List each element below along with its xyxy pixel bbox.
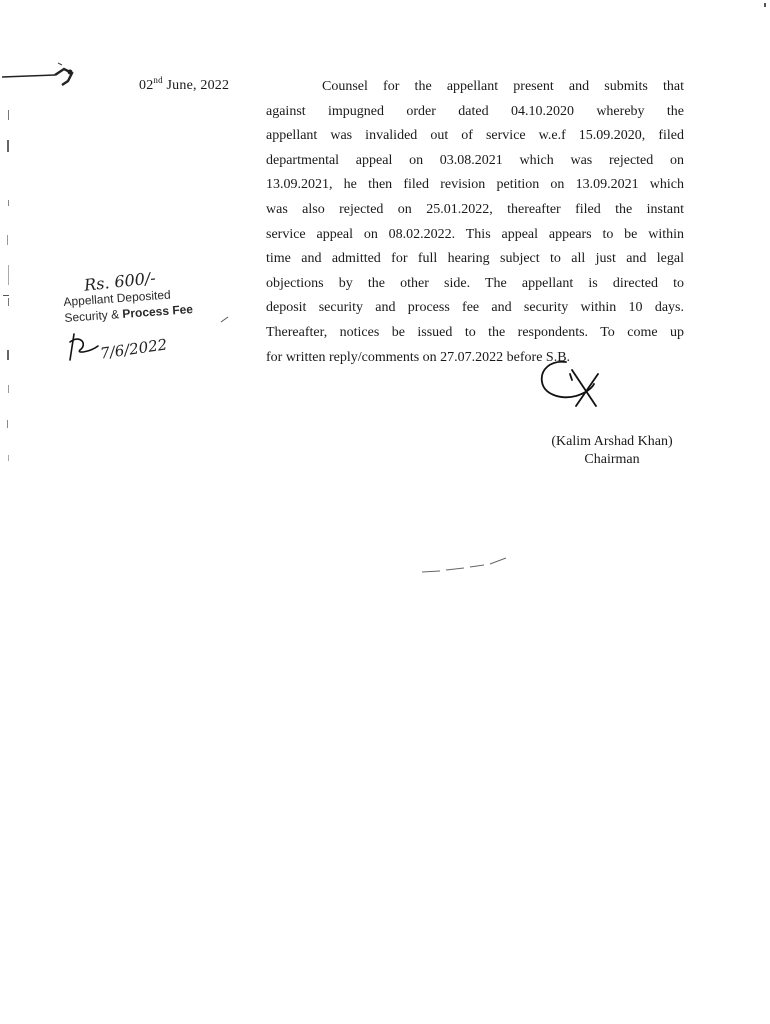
order-line: service appeal on 08.02.2022. This appeal appears to be within — [266, 226, 684, 242]
order-line: Counsel for the appellant present and submits that — [322, 79, 684, 94]
chairman-signature — [536, 356, 606, 412]
signatory-name: (Kalim Arshad Khan) — [551, 434, 673, 449]
order-line: appellant was invalided out of service w.e.f 15.09.2020, filed — [266, 128, 684, 144]
fee-deposit-stamp — [60, 268, 240, 378]
stamp-line-2-prefix: Security & — [64, 306, 123, 325]
handwritten-amount: Rs. 600/- — [83, 268, 157, 295]
stamp-line-1: Appellant Deposited — [63, 287, 172, 309]
margin-specks — [0, 100, 20, 500]
scan-dash-mark — [420, 550, 520, 580]
order-line: for written reply/comments on 27.07.2022 before S.B. — [266, 349, 571, 365]
page-corner-speck — [760, 0, 770, 10]
order-line: 13.09.2021, he then filed revision petition on 13.09.2021 which — [266, 177, 684, 193]
order-text — [266, 75, 684, 370]
order-line: Thereafter, notices be issued to the respondents. To come up — [266, 324, 684, 340]
margin-scan-mark — [0, 55, 90, 95]
order-date — [139, 75, 230, 94]
stamp-tick — [220, 316, 230, 324]
order-line: against impugned order dated 04.10.2020 whereby the — [266, 103, 684, 119]
handwritten-deposit-date: 7/6/2022 — [99, 335, 169, 363]
order-date-rest: June, 2022 — [166, 78, 230, 93]
order-date-suffix: nd — [153, 75, 163, 85]
signatory-block — [530, 433, 694, 469]
order-date-day: 02 — [139, 78, 154, 93]
order-line: deposit security and process fee and security within 10 days. — [266, 300, 684, 316]
order-line: was also rejected on 25.01.2022, thereafter filed the instant — [266, 201, 684, 217]
order-line: time and admitted for full hearing subject to all just and legal — [266, 251, 684, 267]
order-line: departmental appeal on 03.08.2021 which was rejected on — [266, 152, 684, 168]
stamp-line-2-bold: Process Fee — [121, 302, 194, 321]
order-line: objections by the other side. The appellant is directed to — [266, 275, 684, 291]
signatory-title: Chairman — [584, 452, 640, 467]
